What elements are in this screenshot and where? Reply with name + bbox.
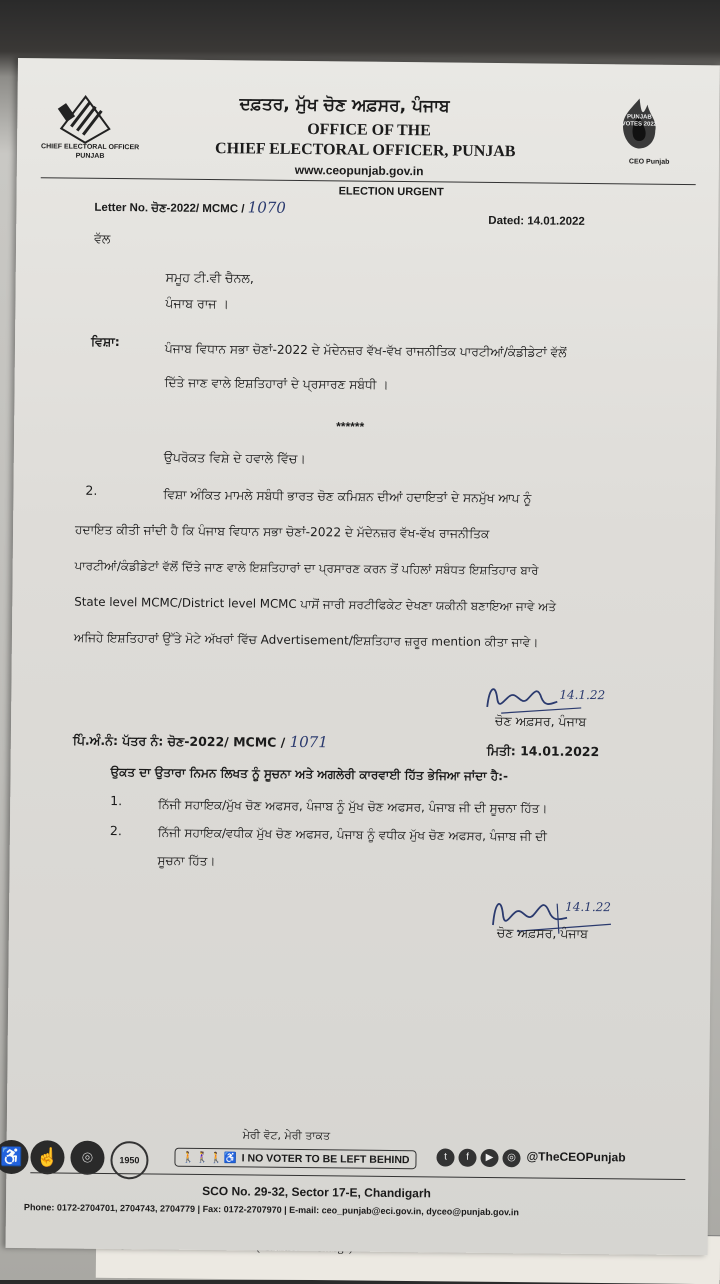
letter-date: Dated: 14.01.2022	[488, 214, 585, 228]
footer-slogan: ਮੇਰੀ ਵੋਟ, ਮੇਰੀ ਤਾਕਤ	[242, 1128, 331, 1143]
paragraph-line-2: ਹਦਾਇਤ ਕੀਤੀ ਜਾਂਦੀ ਹੈ ਕਿ ਪੰਜਾਬ ਵਿਧਾਨ ਸਭਾ ਚੋਣਾਂ-2022 ਦੇ ਮੱਦੇਨਜ਼ਰ ਵੱਖ-ਵੱਖ ਰਾਜਨੀਤਿਕ	[74, 522, 490, 541]
right-logo-text: PUNJAB VOTES 2022	[621, 114, 658, 128]
recipient-line-1: ਸਮੂਹ ਟੀ.ਵੀ ਚੈਨਲ,	[165, 269, 254, 286]
signature-1-date: 14.1.22	[559, 687, 606, 703]
campaign-banner: 🚶🚶‍♀🚶♿ I NO VOTER TO BE LEFT BEHIND	[174, 1148, 416, 1170]
office-contact: Phone: 0172-2704701, 2704743, 2704779 | Fax: 0172-2707970 | E-mail: ceo_punjab@eci.gov.in, dyceo@punjab.gov.in	[23, 1202, 519, 1218]
header-rule	[41, 177, 696, 185]
eci-emblem-icon	[55, 88, 116, 149]
office-title-line-1: OFFICE OF THE	[307, 121, 431, 140]
separator-stars: ******	[336, 419, 365, 434]
subject-label: ਵਿਸ਼ਾ:	[90, 333, 120, 350]
helpline-badge: 1950	[110, 1141, 148, 1179]
endorsement-number: ਪਿੰ.ਅੰ.ਨੰ: ਪੱਤਰ ਨੰ: ਚੋਣ-2022/ MCMC / 1071	[72, 732, 328, 752]
copy-2-number: 2.	[109, 823, 122, 839]
right-logo-sub: CEO Punjab	[628, 158, 670, 166]
social-handle[interactable]: @TheCEOPunjab	[526, 1149, 626, 1165]
subject-line-2: ਦਿੱਤੇ ਜਾਣ ਵਾਲੇ ਇਸ਼ਤਿਹਾਰਾਂ ਦੇ ਪ੍ਰਸਾਰਣ ਸਬੰਧੀ ।	[164, 375, 389, 392]
left-logo-caption: CHIEF ELECTORAL OFFICER PUNJAB	[41, 143, 140, 160]
punjab-votes-logo	[611, 96, 668, 175]
office-title-punjabi: ਦਫ਼ਤਰ, ਮੁੱਖ ਚੋਣ ਅਫ਼ਸਰ, ਪੰਜਾਬ	[239, 94, 450, 117]
signatory-1: ਚੋਣ ਅਫ਼ਸਰ, ਪੰਜਾਬ	[495, 713, 587, 729]
endorsement-number-handwritten: 1071	[289, 732, 328, 752]
election-urgent-label: ELECTION URGENT	[338, 185, 444, 199]
copy-2-line-1: ਨਿੱਜੀ ਸਹਾਇਕ/ਵਧੀਕ ਮੁੱਖ ਚੋਣ ਅਫਸਰ, ਪੰਜਾਬ ਨੂੰ ਵਧੀਕ ਮੁੱਖ ਚੋਣ ਅਫਸਰ, ਪੰਜਾਬ ਜੀ ਦੀ	[157, 825, 547, 844]
paragraph-line-3: ਪਾਰਟੀਆਂ/ਕੰਡੀਡੇਟਾਂ ਵੱਲੋਂ ਦਿੱਤੇ ਜਾਣ ਵਾਲੇ ਇਸ਼ਤਿਹਾਰਾਂ ਦਾ ਪ੍ਰਸਾਰਣ ਕਰਨ ਤੋਂ ਪਹਿਲਾਂ ਸਬੰਧਤ ਇਸ਼ਤਿਹਾਰ ਬਾਰੇ	[74, 558, 539, 578]
paragraph-line-1: ਵਿਸ਼ਾ ਅੰਕਿਤ ਮਾਮਲੇ ਸਬੰਧੀ ਭਾਰਤ ਚੋਣ ਕਮਿਸ਼ਨ ਦੀਆਂ ਹਦਾਇਤਾਂ ਦੇ ਸਨਮੁੱਖ ਆਪ ਨੂੰ	[163, 487, 532, 506]
paragraph-line-4: State level MCMC/District level MCMC ਪਾਸੋਂ ਜਾਰੀ ਸਰਟੀਫਿਕੇਟ ਦੇਖਣਾ ਯਕੀਨੀ ਬਣਾਇਆ ਜਾਵੇ ਅਤੇ	[74, 594, 557, 614]
facebook-icon[interactable]: f	[458, 1149, 476, 1167]
paragraph-number: 2.	[85, 482, 98, 498]
instagram-icon[interactable]: ◎	[502, 1149, 520, 1167]
letter-page	[0, 58, 720, 1255]
letter-number: Letter No. ਚੋਣ-2022/ MCMC / 1070	[94, 198, 287, 217]
reference-line: ਉਪਰੋਕਤ ਵਿਸ਼ੇ ਦੇ ਹਵਾਲੇ ਵਿੱਚ।	[163, 449, 306, 467]
copy-1-text: ਨਿੱਜੀ ਸਹਾਇਕ/ਮੁੱਖ ਚੋਣ ਅਫਸਰ, ਪੰਜਾਬ ਨੂੰ ਮੁੱਖ ਚੋਣ ਅਫਸਰ, ਪੰਜਾਬ ਜੀ ਦੀ ਸੂਚਨਾ ਹਿੱਤ।	[158, 797, 548, 816]
signature-2-date: 14.1.22	[565, 899, 612, 915]
copy-1-number: 1.	[110, 793, 123, 809]
signatory-2: ਚੋਣ ਅਫ਼ਸਰ, ਪੰਜਾਬ	[496, 925, 589, 942]
letter-number-handwritten: 1070	[247, 198, 287, 217]
to-label: ਵੱਲ	[94, 230, 111, 246]
copy-2-line-2: ਸੂਚਨਾ ਹਿੱਤ।	[157, 853, 216, 869]
voting-finger-icon: ☝	[30, 1140, 64, 1174]
recipient-line-2: ਪੰਜਾਬ ਰਾਜ ।	[165, 295, 229, 312]
office-title-line-2: CHIEF ELECTORAL OFFICER, PUNJAB	[214, 140, 516, 161]
accessibility-icon: ♿	[0, 1140, 29, 1174]
paragraph-line-5: ਅਜਿਹੇ ਇਸ਼ਤਿਹਾਰਾਂ ਉੱਤੇ ਮੋਟੇ ਅੱਖਰਾਂ ਵਿੱਚ Advertisement/ਇਸ਼ਤਿਹਾਰ ਜ਼ਰੂਰ mention ਕੀਤਾ ਜਾਵੇ।	[73, 630, 539, 650]
youtube-icon[interactable]: ▶	[480, 1149, 498, 1167]
twitter-icon[interactable]: t	[436, 1148, 454, 1166]
people-icon: 🚶🚶‍♀🚶♿	[181, 1151, 242, 1165]
location-pin-icon: ⌾	[70, 1141, 104, 1175]
website-link[interactable]: www.ceopunjab.gov.in	[294, 162, 424, 179]
subject-line-1: ਪੰਜਾਬ ਵਿਧਾਨ ਸਭਾ ਚੋਣਾਂ-2022 ਦੇ ਮੱਦੇਨਜ਼ਰ ਵੱਖ-ਵੱਖ ਰਾਜਨੀਤਿਕ ਪਾਰਟੀਆਂ/ਕੰਡੀਡੇਟਾਂ ਵੱਲੋਂ	[164, 341, 567, 360]
office-address: SCO No. 29-32, Sector 17-E, Chandigarh	[202, 1183, 431, 1201]
endorsement-date: ਮਿਤੀ: 14.01.2022	[486, 742, 600, 760]
endorsement-intro: ਉਕਤ ਦਾ ਉਤਾਰਾ ਨਿਮਨ ਲਿਖਤ ਨੂੰ ਸੂਚਨਾ ਅਤੇ ਅਗਲੇਰੀ ਕਾਰਵਾਈ ਹਿੱਤ ਭੇਜਿਆ ਜਾਂਦਾ ਹੈ:-	[110, 765, 509, 784]
